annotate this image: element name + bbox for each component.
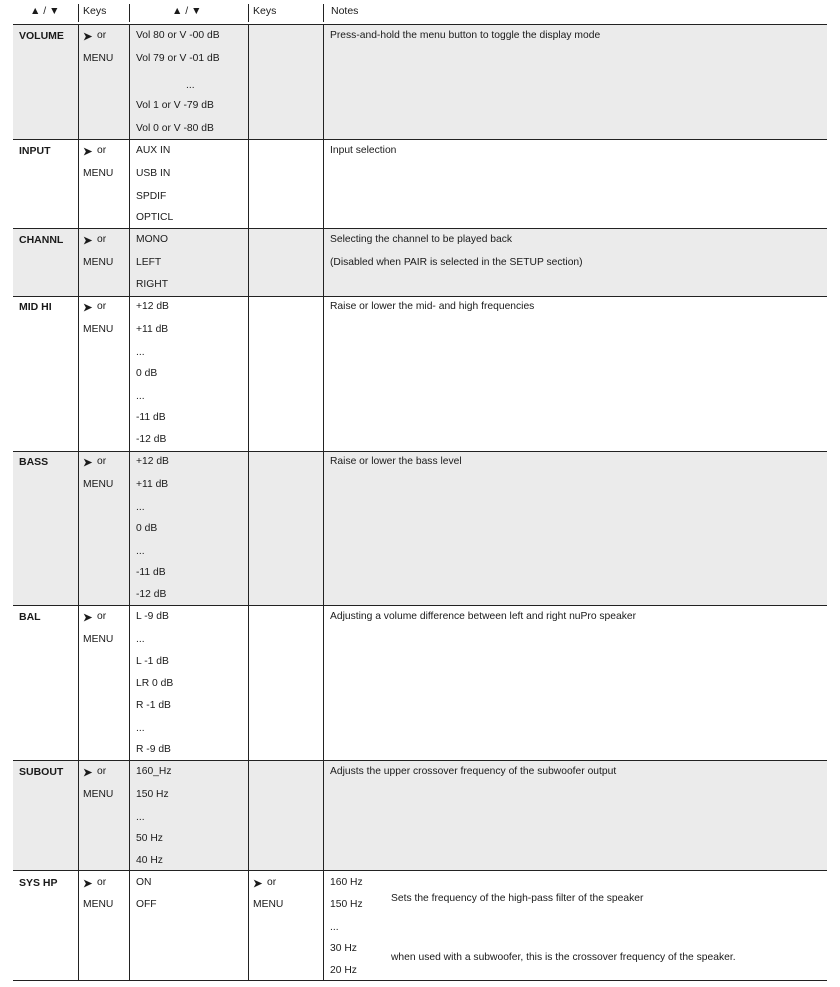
note-text: Raise or lower the bass level (330, 456, 462, 467)
keys-menu: MENU (83, 168, 114, 179)
keys-menu: MENU (83, 899, 114, 910)
section-divider (13, 228, 827, 229)
arrow-right-icon: ➤ (83, 878, 93, 890)
column-divider (248, 870, 249, 980)
value-item: SPDIF (136, 191, 167, 202)
arrow-right-icon: ➤ (83, 302, 93, 314)
keys-or: or (97, 30, 107, 41)
setting-label: SYS HP (19, 877, 58, 889)
arrow-right-icon: ➤ (253, 878, 263, 890)
column-divider (129, 228, 130, 296)
value-item: LEFT (136, 257, 162, 268)
column-divider (323, 605, 324, 760)
value-item: ... (186, 80, 195, 91)
column-divider (248, 139, 249, 228)
column-divider (78, 605, 79, 760)
setting-label: INPUT (19, 145, 51, 157)
value-item: +11 dB (136, 324, 169, 335)
value-item: +11 dB (136, 479, 169, 490)
setting-label: BASS (19, 456, 49, 468)
keys-menu: MENU (253, 899, 284, 910)
arrow-right-icon: ➤ (83, 31, 93, 43)
frequency-item: 150 Hz (330, 899, 363, 910)
arrow-right-icon: ➤ (83, 767, 93, 779)
column-divider (78, 296, 79, 451)
note-text: (Disabled when PAIR is selected in the SETUP section) (330, 257, 583, 268)
keys-or: or (97, 145, 107, 156)
value-item: USB IN (136, 168, 171, 179)
header-updown-values: ▲ / ▼ (172, 5, 202, 17)
value-item: OPTICL (136, 212, 174, 223)
keys-menu: MENU (83, 479, 114, 490)
keys-menu: MENU (83, 257, 114, 268)
column-divider (129, 760, 130, 870)
arrow-right-icon: ➤ (83, 457, 93, 469)
value-item: L -9 dB (136, 611, 169, 622)
frequency-item: 30 Hz (330, 943, 357, 954)
keys-menu: MENU (83, 634, 114, 645)
column-divider (78, 139, 79, 228)
header-keys-2: Keys (253, 5, 277, 17)
value-item: AUX IN (136, 145, 171, 156)
note-text: Selecting the channel to be played back (330, 234, 513, 245)
value-item: 40 Hz (136, 855, 163, 866)
frequency-item: 20 Hz (330, 965, 357, 976)
note-text: Adjusts the upper crossover frequency of the subwoofer output (330, 766, 617, 777)
setting-label: VOLUME (19, 30, 64, 42)
column-divider (129, 870, 130, 980)
column-divider (78, 228, 79, 296)
section-divider (13, 760, 827, 761)
value-item: OFF (136, 899, 157, 910)
value-item: 160_Hz (136, 766, 172, 777)
value-item: LR 0 dB (136, 678, 174, 689)
column-divider (129, 451, 130, 605)
setting-label: SUBOUT (19, 766, 64, 778)
value-item: Vol 79 or V -01 dB (136, 53, 220, 64)
column-divider (129, 139, 130, 228)
value-item: -12 dB (136, 434, 167, 445)
value-item: 0 dB (136, 523, 158, 534)
value-item: ON (136, 877, 152, 888)
section-volume (13, 24, 827, 139)
column-divider (248, 228, 249, 296)
value-item: Vol 80 or V -00 dB (136, 30, 220, 41)
value-item: +12 dB (136, 301, 169, 312)
arrow-right-icon: ➤ (83, 235, 93, 247)
frequency-item: 160 Hz (330, 877, 363, 888)
value-item: +12 dB (136, 456, 169, 467)
note-text: Raise or lower the mid- and high frequencies (330, 301, 535, 312)
column-divider (78, 24, 79, 139)
table-bottom-border (13, 980, 827, 981)
keys-or: or (97, 877, 107, 888)
setting-label: CHANNL (19, 234, 64, 246)
keys-menu: MENU (83, 53, 114, 64)
value-item: Vol 0 or V -80 dB (136, 123, 214, 134)
section-divider (13, 139, 827, 140)
column-divider (323, 139, 324, 228)
column-divider (129, 296, 130, 451)
note-text: Sets the frequency of the high-pass filter of the speaker (391, 893, 644, 904)
value-item: R -1 dB (136, 700, 171, 711)
frequency-item: ... (330, 922, 339, 933)
value-item: ... (136, 634, 145, 645)
note-text: when used with a subwoofer, this is the crossover frequency of the speaker. (391, 952, 736, 963)
keys-or: or (267, 877, 277, 888)
value-item: ... (136, 546, 145, 557)
value-item: 150 Hz (136, 789, 169, 800)
value-item: L -1 dB (136, 656, 169, 667)
column-divider (248, 24, 249, 139)
column-divider (323, 228, 324, 296)
column-divider (129, 24, 130, 139)
column-divider (323, 451, 324, 605)
value-item: ... (136, 812, 145, 823)
arrow-right-icon: ➤ (83, 146, 93, 158)
value-item: 0 dB (136, 368, 158, 379)
column-divider (248, 760, 249, 870)
column-divider (248, 605, 249, 760)
value-item: ... (136, 391, 145, 402)
value-item: -12 dB (136, 589, 167, 600)
value-item: ... (136, 502, 145, 513)
column-divider (78, 451, 79, 605)
value-item: R -9 dB (136, 744, 171, 755)
keys-menu: MENU (83, 324, 114, 335)
header-notes: Notes (331, 5, 359, 17)
keys-or: or (97, 301, 107, 312)
note-text: Input selection (330, 145, 397, 156)
section-divider (13, 296, 827, 297)
column-divider (323, 296, 324, 451)
section-divider (13, 870, 827, 871)
setting-label: MID HI (19, 301, 52, 313)
arrow-right-icon: ➤ (83, 612, 93, 624)
column-divider (323, 760, 324, 870)
keys-or: or (97, 611, 107, 622)
keys-or: or (97, 766, 107, 777)
setting-label: BAL (19, 611, 41, 623)
value-item: -11 dB (136, 412, 166, 423)
keys-or: or (97, 234, 107, 245)
header-updown: ▲ / ▼ (30, 5, 60, 17)
value-item: MONO (136, 234, 169, 245)
column-divider (78, 760, 79, 870)
section-divider (13, 451, 827, 452)
value-item: ... (136, 723, 145, 734)
section-divider (13, 24, 827, 25)
note-text: Adjusting a volume difference between left and right nuPro speaker (330, 611, 637, 622)
column-divider (248, 451, 249, 605)
header-keys: Keys (83, 5, 107, 17)
value-item: -11 dB (136, 567, 166, 578)
keys-or: or (97, 456, 107, 467)
value-item: RIGHT (136, 279, 169, 290)
note-text: Press-and-hold the menu button to toggle the display mode (330, 30, 601, 41)
value-item: Vol 1 or V -79 dB (136, 100, 214, 111)
value-item: ... (136, 347, 145, 358)
value-item: 50 Hz (136, 833, 163, 844)
section-divider (13, 605, 827, 606)
column-divider (78, 870, 79, 980)
keys-menu: MENU (83, 789, 114, 800)
column-divider (248, 296, 249, 451)
column-divider (129, 605, 130, 760)
column-divider (323, 24, 324, 139)
table-header (0, 2, 840, 22)
column-divider (323, 870, 324, 980)
